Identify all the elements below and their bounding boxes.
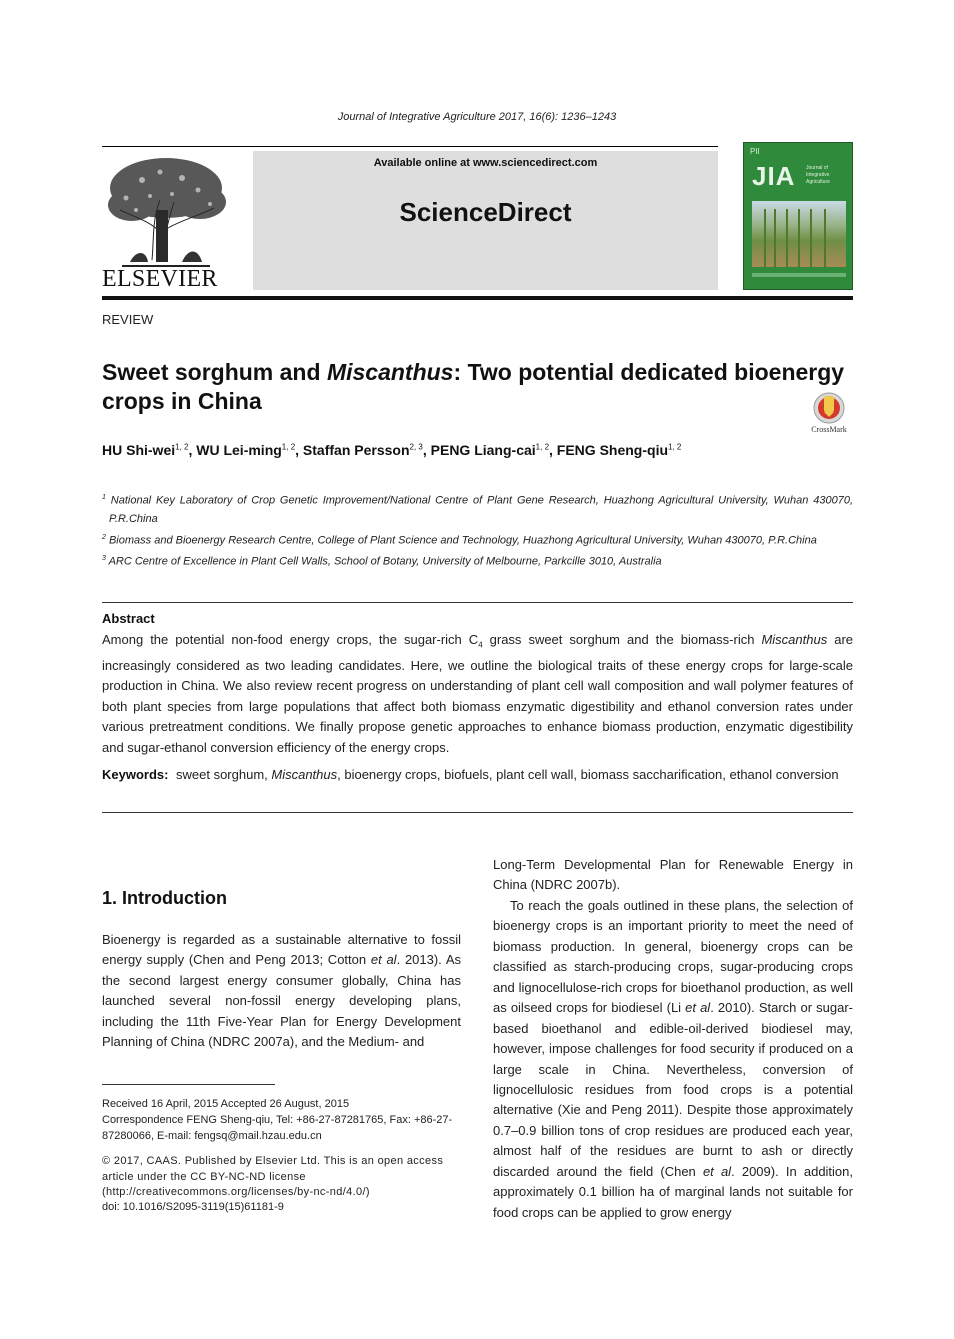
footnote-rule: [102, 1084, 275, 1085]
keywords-bottom-rule: [102, 812, 853, 813]
doi-link[interactable]: doi: 10.1016/S2095-3119(15)61181-9: [102, 1201, 284, 1213]
keywords-label: Keywords:: [102, 767, 169, 782]
header-top-rule: [102, 146, 718, 147]
author: PENG Liang-cai$^{1, 2}$,: [430, 442, 557, 458]
abstract-heading: Abstract: [102, 611, 155, 626]
intro-paragraph: To reach the goals outlined in these plans, the selection of bioenergy crops is an important priority to meet the need of biomass production. In general, bioenergy crops can be classified as starch-producing crops, sugar-producing crops and lignocellulose-rich crops for bioethanol production, as well as oilseed crops for biodiesel (Li et al. 2010). Starch or sugar-based bioethanol and edible-oil-derived biodiesel may, however, impose challenges for food security if produced on a large scale in China. Nevertheless, conversion of lignocellulosic residues from food crops is a potential alternative (Xie and Peng 2011). Despite those approximately 0.7–0.9 billion tons of crop residues are produced each year, almost half of the residues are burnt to ash or directly discarded around the field (Chen et al. 2009). In addition, approximately 0.1 billion ha of marginal lands not suitable for food crops can be applied to grow energy: [493, 897, 854, 1220]
license-statement: © 2017, CAAS. Published by Elsevier Ltd. This is an open access article under the CC BY-NC-ND license (http://creativecommons.org/licenses/by-nc-nd/4.0/): [102, 1155, 444, 1198]
keywords-block: [102, 765, 853, 786]
received-dates: Received 16 April, 2015 Accepted 26 August, 2015: [102, 1098, 350, 1110]
abstract-top-rule: [102, 602, 853, 603]
crossmark-label: CrossMark: [811, 425, 847, 434]
elsevier-wordmark: ELSEVIER: [102, 266, 218, 292]
author: Staffan Persson$^{2, 3}$,: [302, 442, 431, 458]
cover-jia-letters: JIA: [752, 161, 796, 191]
journal-citation: Journal of Integrative Agriculture 2017, 16(6): 1236–1243: [337, 111, 617, 123]
correspondence-info: Correspondence FENG Sheng-qiu, Tel: +86-27-87281765, Fax: +86-27-87280066, E-mail: fengsq@mail.hzau.edu.cn: [102, 1114, 453, 1142]
affiliation-list: [102, 489, 853, 571]
journal-cover-image: [743, 142, 853, 290]
available-online-text: Available online at www.sciencedirect.com: [373, 157, 598, 169]
cover-journal-name: Journal of Integrative Agriculture: [806, 165, 830, 185]
author: HU Shi-wei$^{1, 2}$,: [102, 442, 197, 458]
cover-footer-bar: [752, 273, 846, 277]
affiliation-item: $^1$ National Key Laboratory of Crop Genetic Improvement/National Centre of Plant Gene Research, Huazhong Agricultural University, Wuhan 430070, P.R.China: [102, 494, 853, 526]
author: WU Lei-ming$^{1, 2}$,: [196, 442, 303, 458]
keywords-text: sweet sorghum, Miscanthus, bioenergy crops, biofuels, plant cell wall, biomass saccharification, ethanol conversion: [176, 767, 839, 782]
cover-pii-label: PII: [750, 147, 760, 156]
intro-right-column: [493, 855, 853, 1223]
title-italic-genus: Miscanthus: [326, 359, 454, 385]
intro-paragraph: Long-Term Developmental Plan for Renewable Energy in China (NDRC 2007b).: [493, 857, 853, 893]
author: FENG Sheng-qiu$^{1, 2}$: [556, 442, 682, 458]
cover-field-photo: [752, 201, 846, 267]
intro-left-column: [102, 930, 461, 1052]
article-type-label: REVIEW: [102, 312, 154, 327]
author-list: [102, 442, 862, 458]
intro-paragraph: Bioenergy is regarded as a sustainable alternative to fossil energy supply (Chen and Peng 2013; Cotton et al. 2013). As the second largest energy consumer globally, China has launched several non-fossil energy developing plans, including the 11th Five-Year Plan for Energy Development Planning of China (NDRC 2007a), and the Medium- and: [102, 932, 461, 1050]
affiliation-item: $^3$ ARC Centre of Excellence in Plant Cell Walls, School of Botany, University of Melbourne, Parkcille 3010, Australia: [102, 554, 662, 568]
paper-title: Sweet sorghum and Miscanthus: Two potential dedicated bioenergy crops in China: [102, 359, 845, 414]
affiliation-item: $^2$ Biomass and Bioenergy Research Centre, College of Plant Science and Technology, Huazhong Agricultural University, Wuhan 430070, P.R.China: [102, 533, 817, 547]
section-heading-introduction: 1. Introduction: [102, 888, 227, 908]
sciencedirect-title: ScienceDirect: [399, 197, 572, 227]
header-bottom-rule: [102, 296, 853, 300]
abstract-text: Among the potential non-food energy crops, the sugar-rich $C_4$ grass sweet sorghum and the biomass-rich Miscanthus are increasingly considered as two leading candidates. Here, we outline the biological traits of these energy crops for large-scale production in China. We also review recent progress on understanding of plant cell wall composition and wall polymer features of both plant species from large populations that affect both biomass enzymatic digestibility and ethanol conversion rates under various pretreatment conditions. We finally propose genetic approaches to enhance biomass production, enzymatic digestibility and sugar-ethanol conversion efficiency of the energy crops.: [102, 632, 853, 755]
